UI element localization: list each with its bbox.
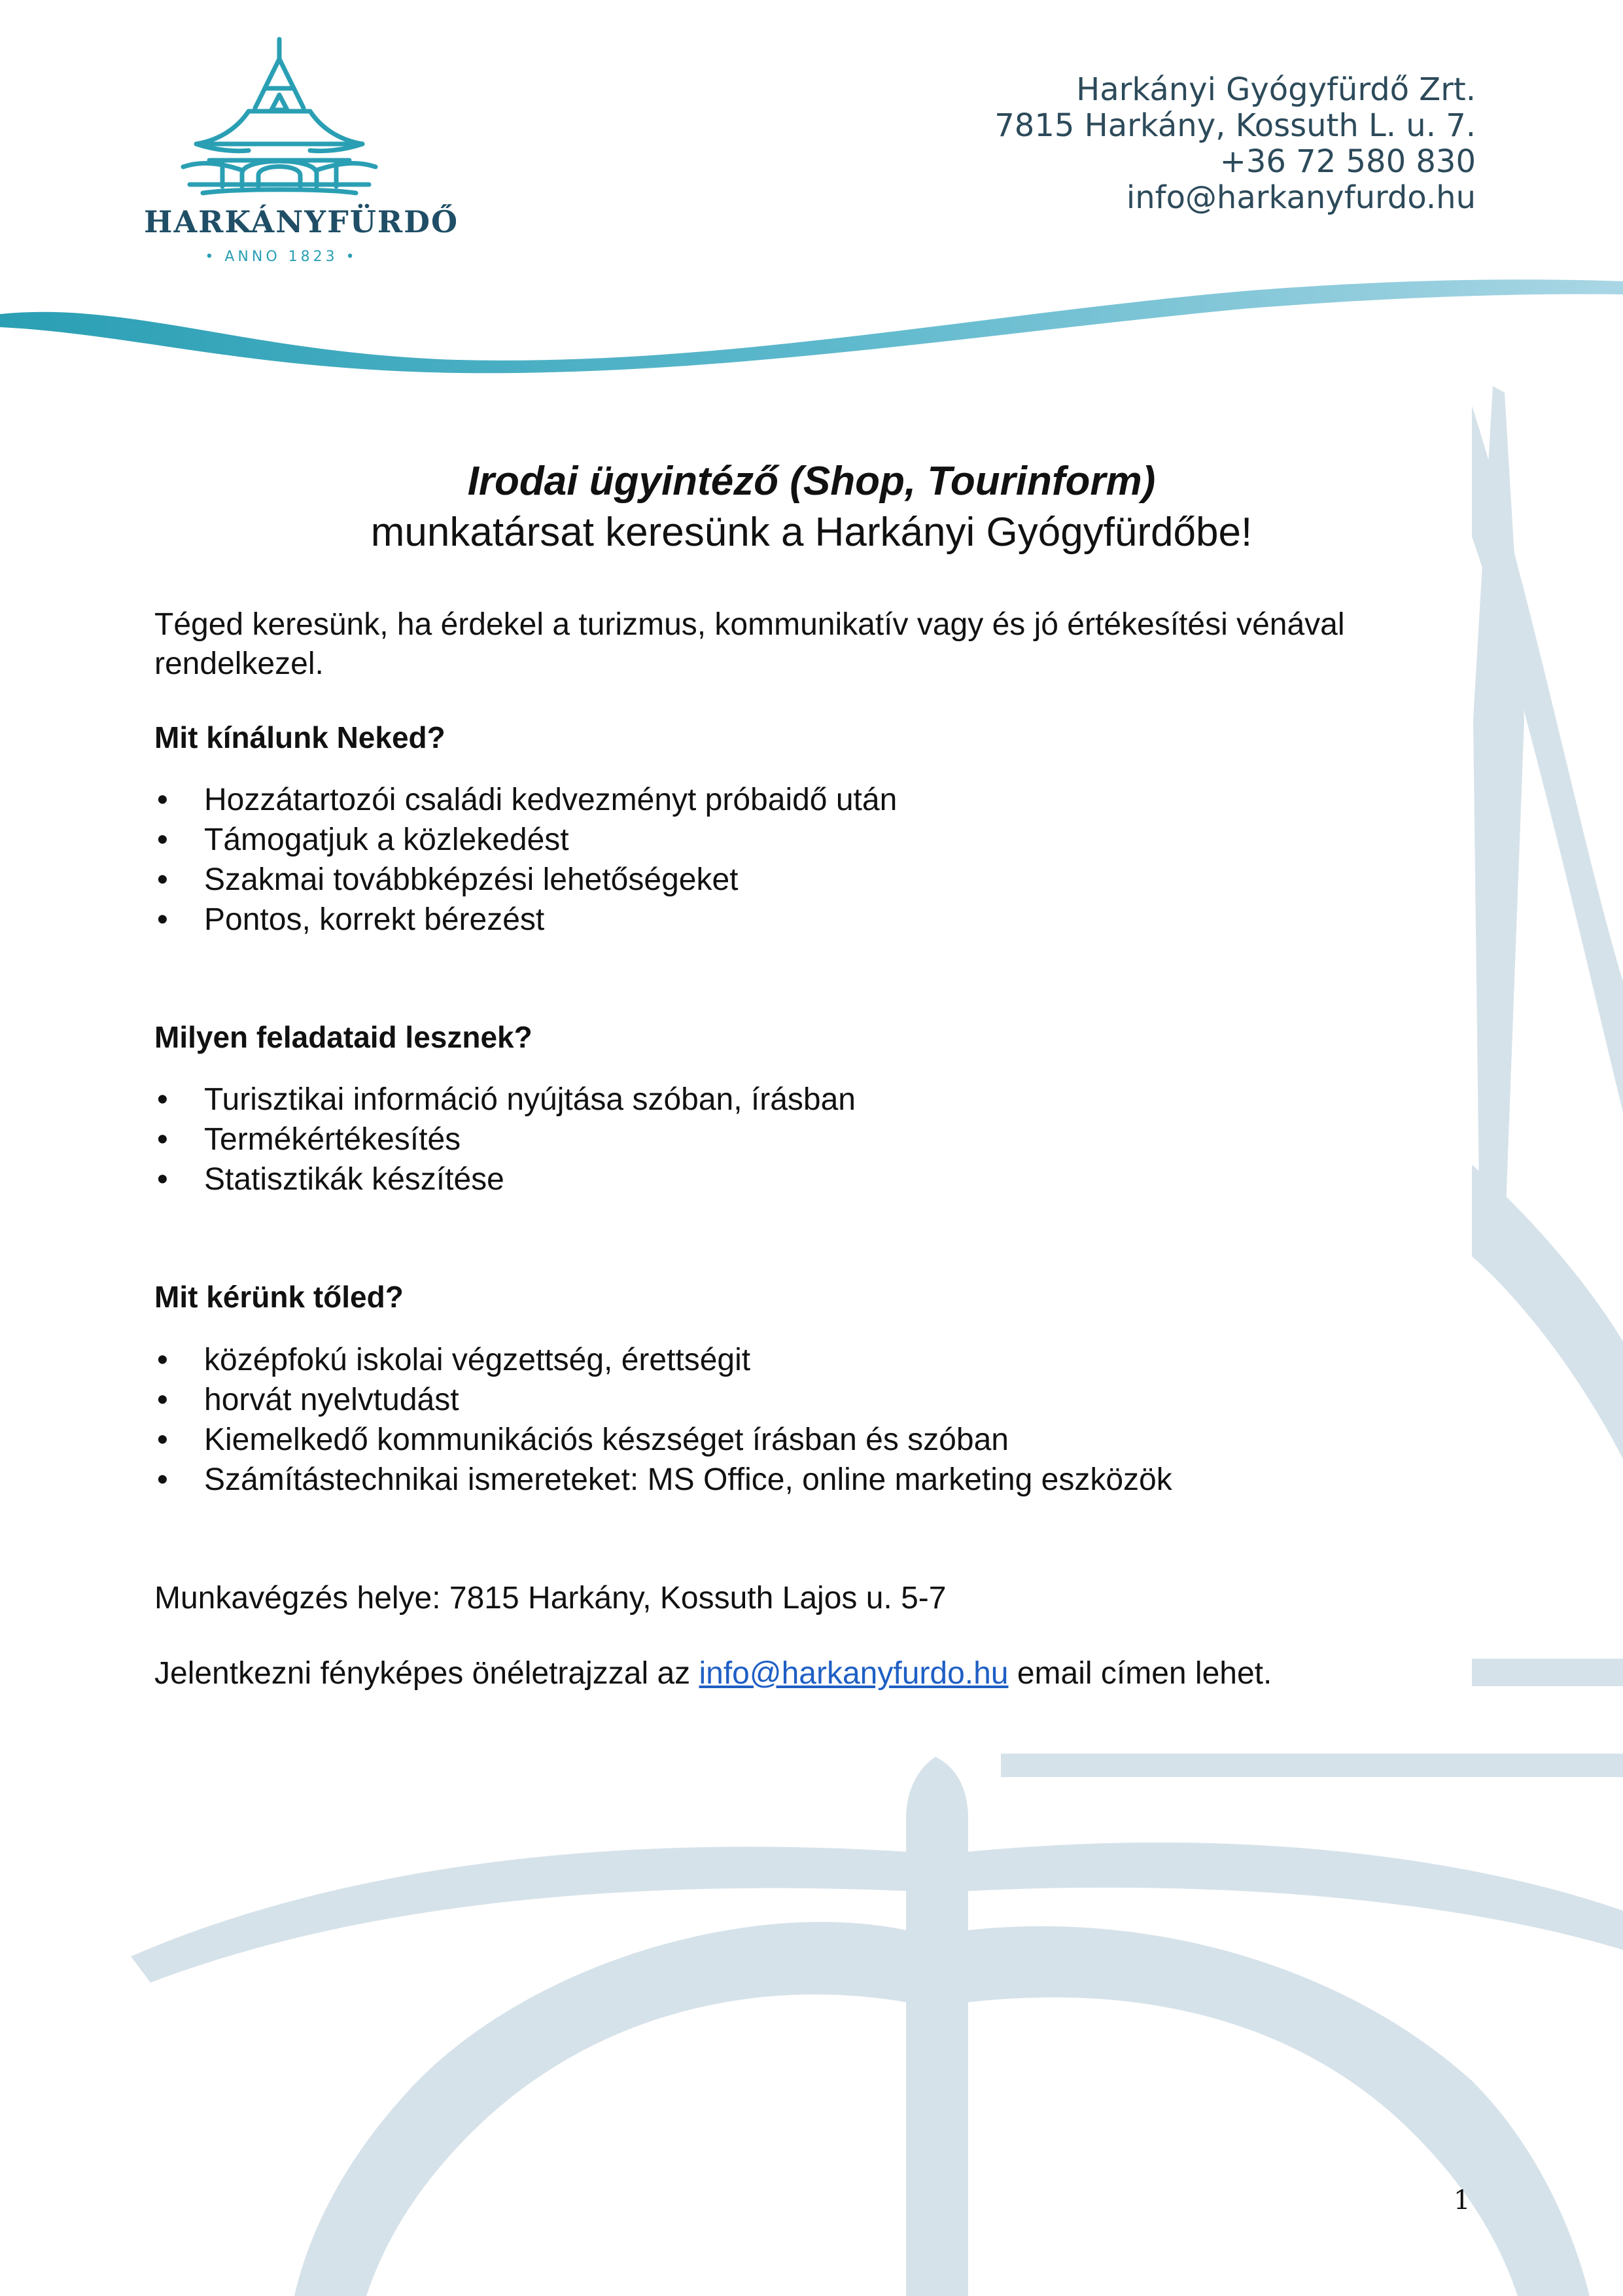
company-name: Harkányi Gyógyfürdő Zrt.: [1076, 71, 1476, 108]
apply-email-link[interactable]: info@harkanyfurdo.hu: [699, 1656, 1009, 1691]
list-item: • Termékértékesítés: [154, 1120, 856, 1159]
list-item: • Támogatjuk a közlekedést: [154, 820, 897, 860]
list-item: • Statisztikák készítése: [154, 1159, 856, 1199]
apply-text: [154, 1654, 1456, 1693]
list-item: • Turisztikai információ nyújtása szóban, írásban: [154, 1080, 856, 1120]
intro-paragraph: Téged keresünk, ha érdekel a turizmus, kommunikatív vagy és jó értékesítési vénával rendelkezel.: [154, 607, 1345, 681]
list-item: • Pontos, korrekt bérezést: [154, 900, 897, 940]
apply-text-after: email címen lehet.: [1008, 1656, 1272, 1691]
workplace-text: Munkavégzés helye: 7815 Harkány, Kossuth Lajos u. 5-7: [154, 1581, 947, 1616]
page-number: 1: [1454, 2185, 1471, 2216]
job-title: Irodai ügyintéző (Shop, Tourinform): [467, 459, 1156, 504]
tasks-list: [154, 1080, 856, 1199]
list-item: • Számítástechnikai ismereteket: MS Office, online marketing eszközök: [154, 1460, 1172, 1500]
header-wave: [0, 262, 1623, 380]
offer-list: [154, 780, 897, 940]
job-subtitle: munkatársat keresünk a Harkányi Gyógyfürdőbe!: [370, 510, 1253, 555]
bath-house-icon: [144, 33, 419, 203]
company-address: 7815 Harkány, Kossuth L. u. 7.: [994, 107, 1476, 144]
section-heading-tasks: Milyen feladataid lesznek?: [154, 1020, 532, 1054]
list-item: • Hozzátartozói családi kedvezményt próbaidő után: [154, 780, 897, 820]
list-item: • középfokú iskolai végzettség, érettségit: [154, 1340, 1172, 1380]
logo-wordmark: HARKÁNYFÜRDŐ: [144, 204, 459, 239]
company-logo: [144, 33, 459, 275]
company-phone: +36 72 580 830: [1219, 143, 1476, 180]
list-item: • Szakmai továbbképzési lehetőségeket: [154, 860, 897, 900]
logo-anno: • ANNO 1823 •: [205, 249, 358, 265]
list-item: • Kiemelkedő kommunikációs készséget írásban és szóban: [154, 1420, 1172, 1460]
company-email: info@harkanyfurdo.hu: [1126, 179, 1476, 216]
section-heading-offer: Mit kínálunk Neked?: [154, 720, 445, 754]
list-item: • horvát nyelvtudást: [154, 1380, 1172, 1420]
contact-block: [994, 72, 1476, 216]
requirements-list: [154, 1340, 1172, 1500]
apply-text-before: Jelentkezni fényképes önéletrajzzal az: [154, 1656, 699, 1691]
section-heading-requirements: Mit kérünk tőled?: [154, 1280, 404, 1314]
